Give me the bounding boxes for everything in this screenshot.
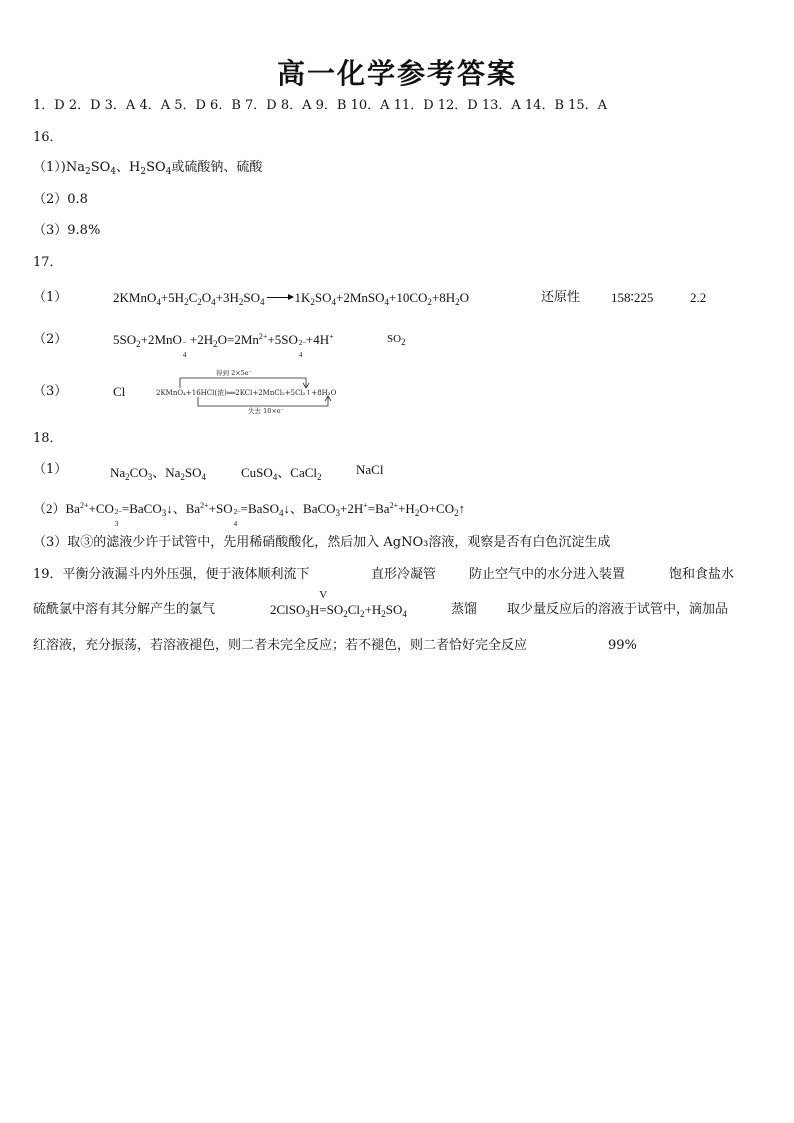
electron-transfer-diagram bbox=[154, 368, 378, 418]
q17-element-answer: Cl bbox=[113, 384, 126, 399]
q18-part3: （3）取③的滤液少许于试管中，先用稀硝酸酸化，然后加入 AgNO₃溶液，观察是否有白色沉淀生成 bbox=[33, 535, 611, 550]
q16-part1: $(1))Na_2SO_4$、$H_2SO_4$或硫酸钠、硫酸 bbox=[33, 160, 263, 177]
q19-line1-d: 饱和食盐水 bbox=[669, 567, 735, 582]
q19-line3-a: 红溶液，充分振荡，若溶液褪色，则二者未完全反应；若不褪色，则二者恰好完全反应 bbox=[33, 638, 528, 653]
q17-equation-1: $2KMnO_4+5H_2C_2O_4+3H_2SO_4$ $1K_2SO_4+2MnSO_4+10CO_2+8H_2O$ bbox=[113, 290, 470, 307]
q18-group-2: CuSO$_4$、CaCl$_2$ bbox=[241, 465, 322, 482]
q19-line1-b: 直形冷凝管 bbox=[371, 567, 437, 582]
q19-line2-c: 蒸馏 bbox=[451, 602, 478, 617]
q17-equation-2: $5SO_2+2MnO$ − 4 $+2H_2O=2Mn^{2+}+5SO$ 2− 4 +4H+ bbox=[113, 332, 334, 359]
answers-1-15: 1．D 2．D 3．A 4．A 5．D 6．B 7．D 8．A 9．B 10．A 11．D 12．D 13．A 14．B 15．A bbox=[33, 98, 608, 113]
q19-line1-a: 19．平衡分液漏斗内外压强，便于液体顺利流下 bbox=[33, 567, 310, 582]
q19-line2-d: 取少量反应后的溶液于试管中，滴加品 bbox=[507, 602, 729, 617]
lose-bracket bbox=[198, 397, 328, 406]
electron-transfer-svg bbox=[154, 368, 378, 414]
q17-part3-label: （3） bbox=[33, 384, 68, 399]
q18-number: 18． bbox=[33, 431, 63, 446]
q18-part1-label: （1） bbox=[33, 462, 68, 477]
q18-group-1: $Na_2CO_3$、$Na_2SO_4$ bbox=[110, 465, 207, 482]
q18-part2-equations: $(2)Ba^{2+}+CO$ 2− 3 =BaCO$_3$↓、$Ba^{2+}+SO$ 2− 4 =BaSO$_4$↓、$BaCO_3+2H^+=Ba^{2+}+H_2O+CO_2↑$ bbox=[33, 501, 466, 528]
q18-group-3: NaCl bbox=[356, 462, 384, 477]
q17-mass-ratio: 158∶225 bbox=[611, 290, 654, 305]
q17-part2-label: （2） bbox=[33, 332, 68, 347]
q19-yield: 99% bbox=[608, 638, 637, 653]
lose-label: 失去 10×e⁻ bbox=[248, 407, 285, 414]
gain-label: 得到 2×5e⁻ bbox=[216, 369, 253, 377]
q16-part2: （2）0.8 bbox=[33, 192, 88, 207]
q17-value: 2.2 bbox=[690, 290, 707, 305]
q17-number: 17． bbox=[33, 255, 63, 270]
q17-so2: $SO_2$ bbox=[387, 333, 406, 347]
gain-bracket bbox=[180, 378, 306, 388]
redox-equation: 2KMnO₄+16HCl(浓)══2KCl+2MnCl₂+5Cl₂↑+8H₂O bbox=[156, 389, 337, 397]
q19-line1-c: 防止空气中的水分进入装置 bbox=[469, 567, 626, 582]
q17-reducing-property: 还原性 bbox=[541, 290, 581, 305]
q19-equation: 2ClSO$_3$H V $=SO_2Cl_2+H_2SO_4$ bbox=[270, 589, 407, 619]
q19-line2-a: 硫酰氯中溶有其分解产生的氯气 bbox=[33, 602, 216, 617]
page-title: 高一化学参考答案 bbox=[276, 57, 517, 90]
q16-number: 16． bbox=[33, 130, 63, 145]
q17-part1-label: （1） bbox=[33, 290, 68, 305]
q16-part3: （3）9.8% bbox=[33, 223, 101, 238]
